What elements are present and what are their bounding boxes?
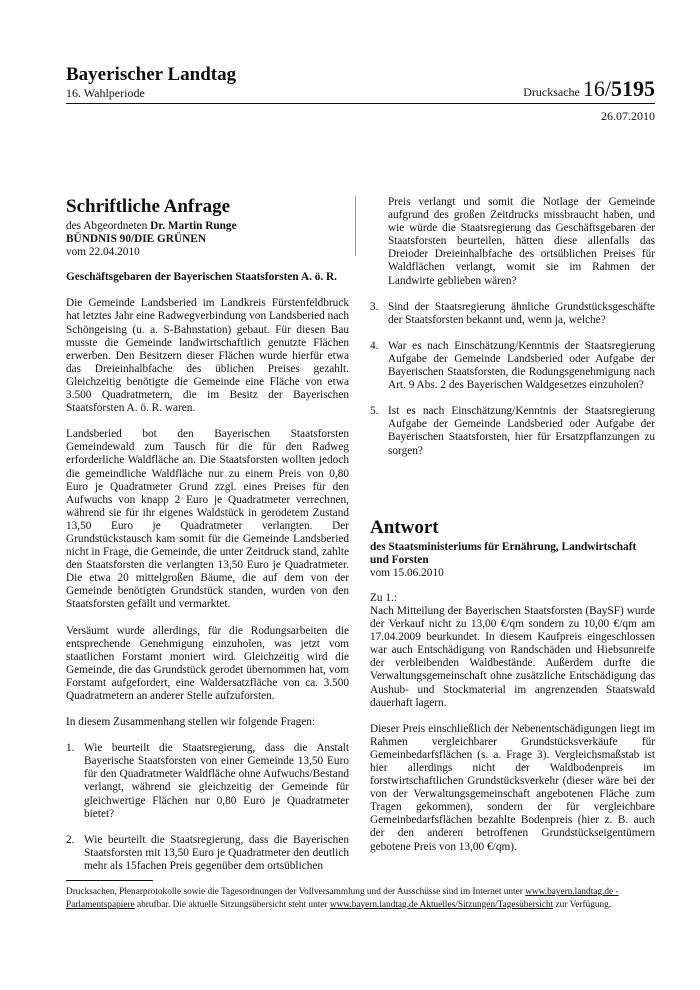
answer-date: vom 15.06.2010 xyxy=(370,566,444,579)
question-item-text: Sind der Staatsregierung ähnliche Grundstücksgeschäfte der Staatsforsten bekannt und, wenn ja, welche? xyxy=(388,300,655,326)
question-date: vom 22.04.2010 xyxy=(66,246,140,259)
right-column xyxy=(370,196,655,867)
document-number-value: 5195 xyxy=(611,76,655,101)
question-item-text: Ist es nach Einschätzung/Kenntnis der Staatsregierung Aufgabe der Gemeinde Landsberied oder Aufgabe der Bayerischen Staatsforsten, hier für Ersatzpflanzungen zu sorgen? xyxy=(388,405,655,457)
answer-paragraph: Nach Mitteilung der Bayerischen Staatsforsten (BaySF) wurde der Verkauf nicht zu 13,00 €/qm sondern zu 10,00 €/qm am 17.04.2009 beurkundet. In diesem Kaufpreis eingeschlossen war auch Entschädigung von Randschäden und Hiebsunreife der verbleibenden Waldbestände. Außerdem durfte die Verwaltungsgemeinschaft ohne zusätzliche Entschädigung das Aushub- und Stockmaterial im angrenzenden Staatswald dauerhaft lagern. xyxy=(370,604,655,709)
question-item-text: Wie beurteilt die Staatsregierung, dass die Bayerischen Staatsforsten mit 13,50 Euro je Quadratmeter den deutlich mehr als 15fachen Preis gegenüber dem ortsüblichen xyxy=(84,833,349,872)
question-subject: Geschäftsgebaren der Bayerischen Staatsforsten A. ö. R. xyxy=(66,271,337,284)
document-date: 26.07.2010 xyxy=(601,109,655,123)
question-item xyxy=(66,834,349,873)
question-item xyxy=(370,405,655,457)
footer-text: zur Verfügung. xyxy=(553,899,612,910)
left-column xyxy=(66,196,349,886)
footer-text: Drucksachen, Plenarprotokolle sowie die Tagesordnungen der Vollversammlung und der Ausschüsse sind im Internet unter xyxy=(66,887,526,897)
question-item xyxy=(66,742,349,821)
footer-text: abrufbar. Die aktuelle Sitzungsübersicht steht unter xyxy=(134,899,330,910)
footer-link-sessions[interactable]: www.bayern.landtag.de Aktuelles/Sitzungen/Tagesübersicht xyxy=(329,899,554,910)
question-item-text: Preis verlangt und somit die Notlage der Gemeinde aufgrund des großen Zeitdrucks missbraucht haben, und wie würde die Staatsregierung das Geschäftsgebaren der Staatsforsten beurteilen, hätten diese allenfalls das Dreioder Dreieinhalbfache des ortsüblichen Preises für Waldflächen verlangt, womit sie im Rahmen der Landwirte geblieben wären? xyxy=(388,196,655,287)
author-prefix: des Abgeordneten xyxy=(66,220,151,232)
footer-note xyxy=(66,886,661,911)
question-intro: In diesem Zusammenhang stellen wir folgende Fragen: xyxy=(66,716,316,729)
question-author-line xyxy=(66,220,349,233)
answer-heading: Antwort xyxy=(370,516,439,538)
question-paragraph: Landsberied bot den Bayerischen Staatsforsten Gemeindewald zum Tausch für die für den Radweg erforderliche Waldfläche an. Die Staatsforsten wollten jedoch die gemeindliche Waldfläche nur zu einem Preis von 0,80 Euro je Quadratmeter Grund zzgl. eines Preises für den Aufwuchs von knapp 2 Euro je Quadratmeter verrechnen, während sie für ihr eigenes Waldstück in gerodetem Zustand 13,50 Euro je Quadratmeter verlangten. Der Grundstückstausch kam somit für die Gemeinde Landsberied nicht in Frage, die Gemeinde, die unter Zeitdruck stand, zahlte den Staatsforsten die verlangten 13,50 Euro je Quadratmeter. Die etwa 20 mittelgroßen Bäume, die auf dem von der Gemeinde benötigten Grundstück standen, wurden von den Staatsforsten gefällt und vermarktet. xyxy=(66,428,349,611)
question-item-number: 1. xyxy=(66,742,75,755)
question-item-number: 2. xyxy=(66,833,75,846)
document-number xyxy=(523,76,655,102)
answer-label: Zu 1.: xyxy=(370,591,397,604)
question-item-text: Wie beurteilt die Staatsregierung, dass die Anstalt Bayerische Staatsforsten von einer Gemeinde 13,50 Euro für den Quadratmeter Waldfläche ohne Aufwuchs/Bestand verlangt, während sie gleichzeitig der Gemeinde für gleichwertige Flächen nur 0,80 Euro je Quadratmeter bietet? xyxy=(84,742,349,820)
question-item xyxy=(370,340,655,392)
document-number-prefix: 16/ xyxy=(582,76,611,101)
parliament-title: Bayerischer Landtag xyxy=(66,64,237,85)
column-divider xyxy=(355,196,356,256)
answer-section xyxy=(370,517,655,854)
author-party: BÜNDNIS 90/DIE GRÜNEN xyxy=(66,233,206,246)
footer-link-papers[interactable]: Parlamentspapiere xyxy=(66,899,135,910)
question-paragraph: Die Gemeinde Landsberied im Landkreis Fürstenfeldbruck hat letztes Jahr eine Radwegverbindung von Landsberied nach Schöngeising (u. a. S-Bahnstation) gebaut. Für diesen Bau musste die Gemeinde landwirtschaftlich genutzte Flächen erwerben. Den Besitzern dieser Flächen wurde hierfür etwa das Dreieinhalbfache des üblichen Preises gezahlt. Gleichzeitig benötigte die Gemeinde eine Fläche von etwa 3.500 Quadratmetern, die im Besitz der Bayerischen Staatsforsten A. ö. R. waren. xyxy=(66,297,349,415)
question-item-continuation xyxy=(370,196,655,288)
footer-divider xyxy=(66,880,153,881)
question-item-number: 4. xyxy=(370,339,379,352)
question-paragraph: Versäumt wurde allerdings, für die Rodungsarbeiten die entsprechende Genehmigung einzuholen, was jetzt vom staatlichen Forstamt moniert wird. Gleichzeitig wird die Gemeinde, die das Grundstück gerodet übernommen hat, vom Forstamt aufgefordert, eine Waldersatzfläche von ca. 3.500 Quadratmetern an anderer Stelle aufzuforsten. xyxy=(66,624,349,702)
legislative-period: 16. Wahlperiode xyxy=(66,86,145,100)
question-item xyxy=(370,301,655,327)
answer-paragraph: Dieser Preis einschließlich der Nebenentschädigungen liegt im Rahmen vergleichbarer Grundstücksverkäufe für Gemeinbedarfsflächen (s. a. Frage 3). Vergleichsmaßstab ist hier allerdings nicht der Waldbodenpreis im forstwirtschaftlichen Grundstücksverkehr (dieser wäre bei der von der Verwaltungsgemeinschaft angebotenen Fläche zum Tragen gekommen), sondern der für vergleichbare Gemeinbedarfsflächen bezahlte Bodenpreis (hier z. B. auch der den anderen betroffenen Grundstückseigentümern gebotene Preis von 13,00 €/qm). xyxy=(370,722,655,853)
question-item-text: War es nach Einschätzung/Kenntnis der Staatsregierung Aufgabe der Gemeinde Landsberied oder Aufgabe der Bayerischen Staatsforsten, die Rodungsgenehmigung nach Art. 9 Abs. 2 des Bayerischen Waldgesetzes einzuholen? xyxy=(388,339,655,392)
document-number-label: Drucksache xyxy=(523,85,580,99)
header-divider xyxy=(66,103,655,104)
author-name: Dr. Martin Runge xyxy=(150,220,237,232)
question-item-number: 5. xyxy=(370,405,379,418)
question-item-number: 3. xyxy=(370,300,379,313)
answer-ministry: des Staatsministeriums für Ernährung, Landwirtschaft und Forsten xyxy=(370,540,637,566)
footer-link-landtag[interactable]: www.bayern.landtag.de - xyxy=(525,887,619,897)
question-heading: Schriftliche Anfrage xyxy=(66,196,231,217)
